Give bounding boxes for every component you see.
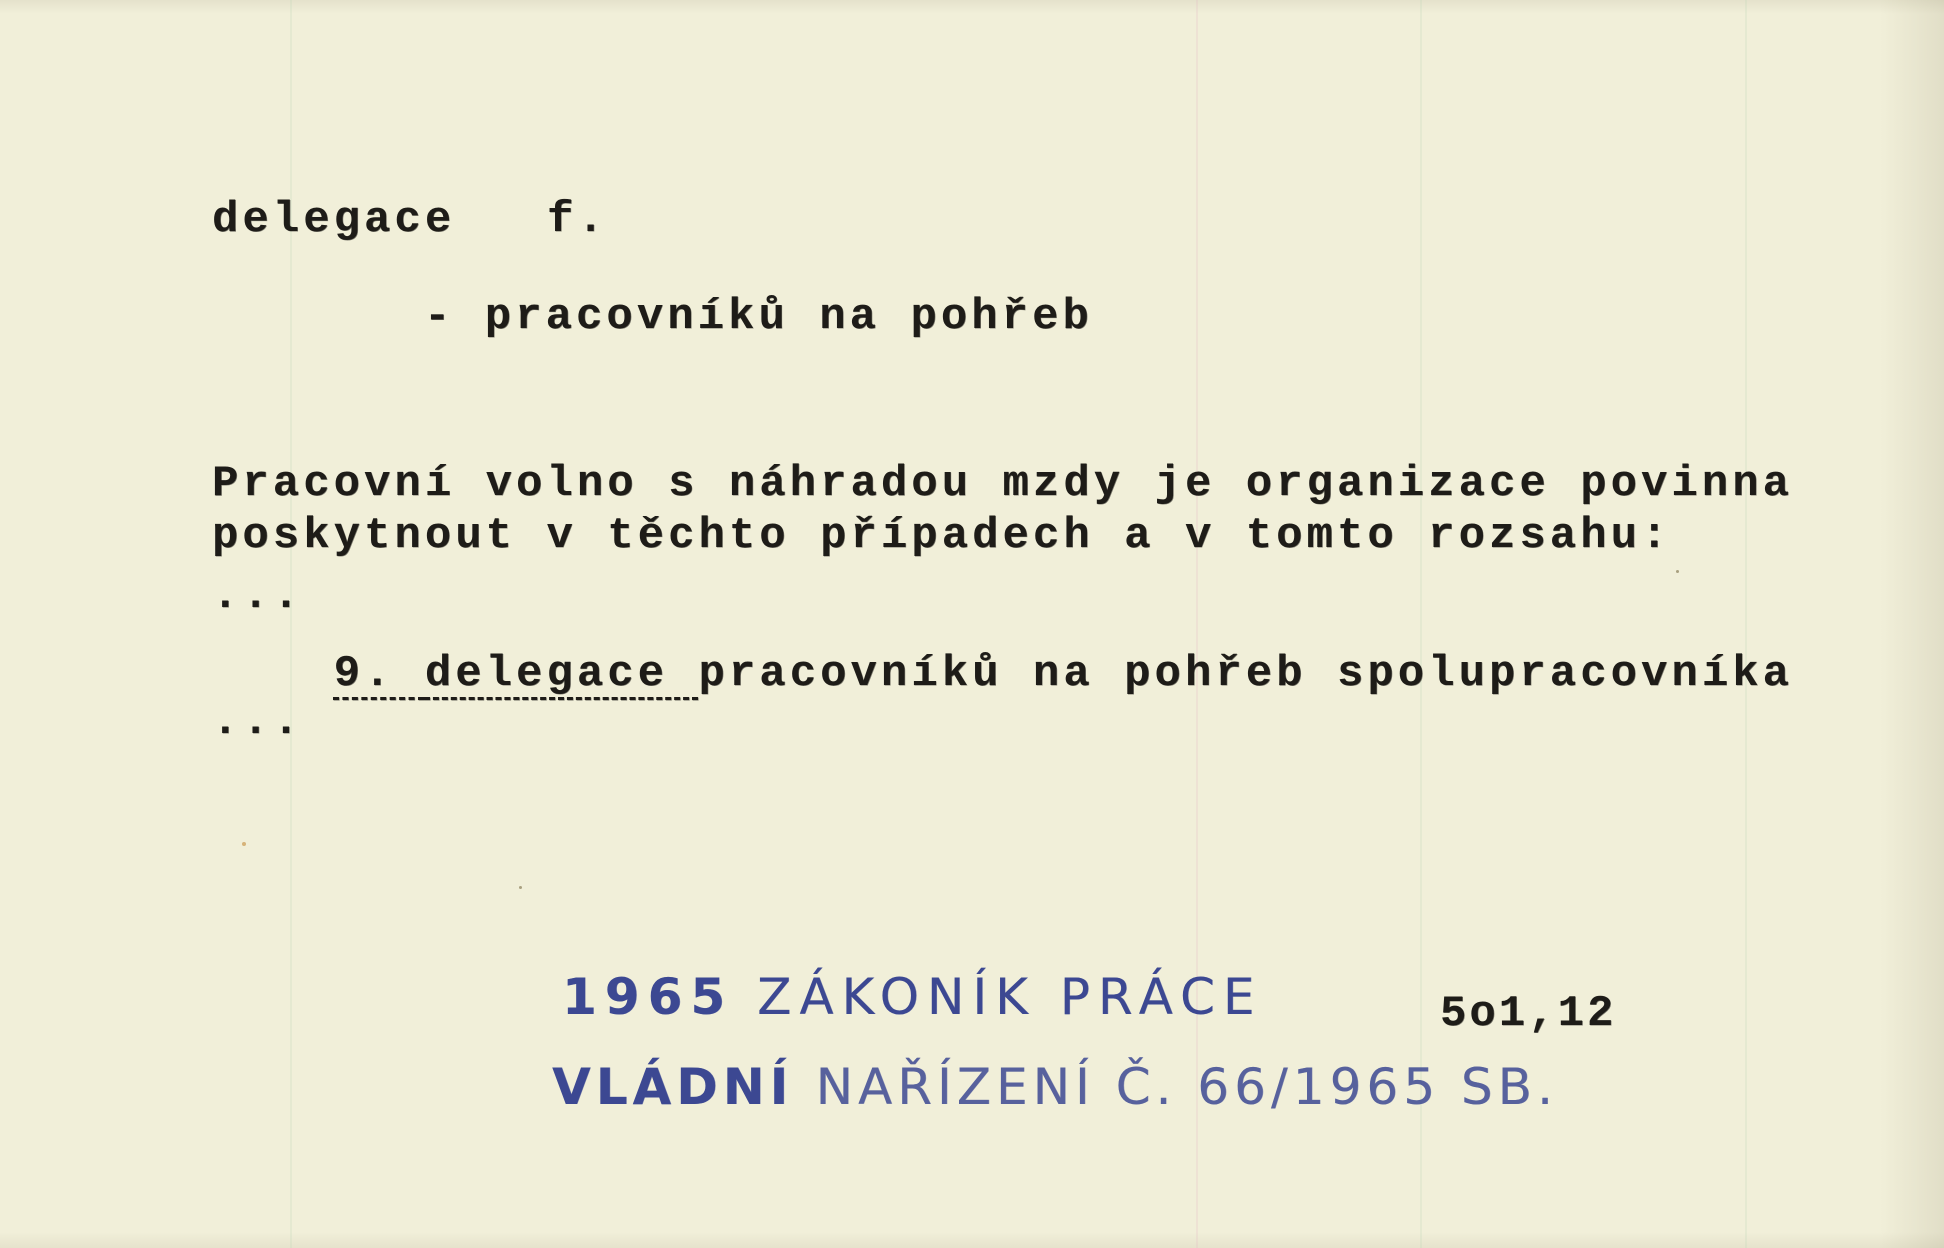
paper-speck bbox=[242, 842, 246, 846]
item-rest: pracovníků na pohřeb spolupracovníka bbox=[698, 649, 1794, 699]
item-underlined-word: delegace bbox=[424, 649, 699, 699]
stamp-line-2-bold: VLÁDNÍ bbox=[552, 1058, 816, 1116]
stamp-year: 1965 bbox=[562, 968, 734, 1026]
citation-item bbox=[212, 608, 1793, 740]
subentry: - pracovníků na pohřeb bbox=[424, 292, 1093, 342]
headword-gender: f. bbox=[547, 195, 608, 245]
ellipsis-bottom: ... bbox=[212, 697, 304, 747]
reference-number: 5o1,12 bbox=[1440, 989, 1617, 1039]
paper-speck bbox=[1676, 570, 1679, 573]
stamp-title: ZÁKONÍK PRÁCE bbox=[733, 968, 1263, 1026]
stamp-line-2-light: NAŘÍZENÍ Č. 66/1965 SB. bbox=[815, 1058, 1558, 1116]
source-stamp-line-1 bbox=[562, 968, 1263, 1026]
citation-line-1: Pracovní volno s náhradou mzdy je organizace povinna bbox=[212, 459, 1794, 509]
headword: delegace bbox=[212, 195, 456, 245]
ellipsis-top: ... bbox=[212, 571, 304, 621]
citation-line-2: poskytnout v těchto případech a v tomto rozsahu: bbox=[212, 511, 1672, 561]
source-stamp-line-2 bbox=[552, 1058, 1558, 1116]
item-number: 9. bbox=[333, 649, 425, 699]
paper-speck bbox=[519, 886, 522, 889]
item-underlined-part bbox=[334, 649, 699, 699]
